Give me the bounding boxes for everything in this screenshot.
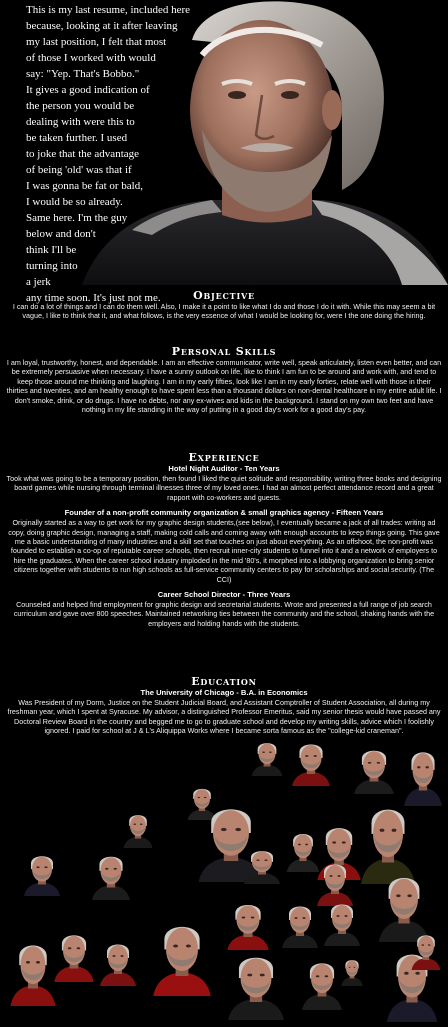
intro-line: dealing with were this to <box>26 116 135 128</box>
education-heading: Education <box>191 675 257 688</box>
face-photo <box>242 846 282 884</box>
face-photo <box>290 738 332 786</box>
objective-section <box>6 289 442 321</box>
face-collage <box>0 738 448 1024</box>
face-photo <box>150 916 214 996</box>
face-photo <box>322 898 362 946</box>
intro-line: I was gonna be fat or bald, <box>26 180 143 192</box>
intro-line: It gives a good indication of <box>26 84 150 96</box>
intro-line: my last position, I felt that most <box>26 36 167 48</box>
experience-heading: Experience <box>188 451 260 464</box>
intro-line: any time soon. It's just not me. <box>26 292 161 304</box>
face-photo <box>98 938 138 986</box>
face-photo <box>280 900 320 948</box>
job-description: Originally started as a way to get work for my graphic design students,(see below), I eventually became a jack of all trades: writing ad copy, doing graphic design, managing a staff, making cold calls and coming away with enough accounts to keep things going. This gave me a basic understanding of many industries and a skill set that touches on just about everything. As an offshoot, the non-profit was founded to establish a co-op of reputable career schools, then recruit inner-city students to funnel into it and a network of employers to hire the graduates. When the career school industry imploded in the mid '80's, it morphed into a lobbying organization to bring senior citizens together with students to run high schools as full-service community centers to pay for scholarships and social security. (The CCI) <box>8 518 440 584</box>
job-description: Counseled and helped find employment for graphic design and secretarial students. Wrote and presented a full range of job search curriculum and gave over 800 speeches. Maintained networking ties between the community and the school, shaking hands with the employers and holding hands with the students. <box>13 600 435 628</box>
face-photo <box>122 810 154 848</box>
job-title: Career School Director - Three Years <box>157 590 291 600</box>
face-photo <box>352 744 396 794</box>
job-title: Hotel Night Auditor - Ten Years <box>168 464 280 473</box>
intro-line: say: "Yep. That's Bobbo." <box>26 68 140 80</box>
face-photo <box>402 744 444 806</box>
objective-heading: Objective <box>193 289 255 302</box>
face-photo <box>90 850 132 900</box>
education-text: Was President of my Dorm, Justice on the Student Judicial Board, and Assistant Comptroller of Student Association, all during my freshman year, which I spent at Syracuse. My advisor, a distinguished Professor Emeritus, said my senior thesis would have passed any Doctoral Review Board in the country and begged me to go to graduate school and develop my writing skills, advice which I foolishly ignored. I paid for school at J & L's Aliquippa Works where I became sorta famous as the "college-kid craneman". <box>7 698 441 736</box>
job-title: Founder of a non-profit community organization & small graphics agency - Fifteen Years <box>64 508 384 518</box>
intro-line: to joke that the advantage <box>26 148 140 160</box>
intro-text <box>26 2 241 306</box>
intro-line: below and don't <box>26 228 96 240</box>
face-photo <box>22 850 62 896</box>
face-photo <box>340 956 364 986</box>
intro-line: turning into <box>26 260 78 272</box>
face-photo <box>8 936 58 1006</box>
personal-skills-section <box>6 345 442 414</box>
education-school: The University of Chicago - B.A. in Economics <box>140 688 308 697</box>
job-description: Took what was going to be a temporary position, then found I liked the quiet solitude and responsibility, writing three books and designing board games while nursing through terminal illnesses three of my loved ones. I had an almost perfect attendance record and a great rapport with co-workers and guests. <box>6 474 442 502</box>
intro-line: because, looking at it after leaving <box>26 20 178 32</box>
intro-line: a jerk <box>26 276 51 288</box>
intro-line: This is my last resume, included here <box>26 4 191 16</box>
face-photo <box>410 930 442 970</box>
intro-line: of those I worked with would <box>26 52 156 64</box>
face-photo <box>250 738 284 776</box>
intro-line: I would be so already. <box>26 196 123 208</box>
face-photo <box>225 898 271 950</box>
intro-line: think I'll be <box>26 244 77 256</box>
personal-skills-heading: Personal Skills <box>171 345 277 358</box>
intro-line: Same here. I'm the guy <box>26 212 128 224</box>
education-section <box>6 675 442 736</box>
experience-section <box>6 451 442 628</box>
objective-text: I can do a lot of things and I can do them well. Also, I make it a point to like what I do and those I do it with. While this may seem a bit vague, I like to think that it, and what follows, is the very essence of what I would be looking for, were I the one doing the hiring. <box>12 302 436 321</box>
face-photo <box>300 956 344 1010</box>
intro-line: the person you would be <box>26 100 135 112</box>
personal-skills-text: I am loyal, trustworthy, honest, and dependable. I am an effective communicator, write well, speak articulately, listen even better, and can be extremely persuasive when necessary. I have a sunny outlook on life, like to think I am fun to be around and work with, and tend to keep those around me thinking and laughing. I am in my early fifties, look like I am in my early forties, relate well with those in their thirties and twenties, and am healthy enough to have spent less than a thousand dollars on non-dental healthcare in my entire adult life. I don't smoke, drink, or do drugs. I have no debts, nor any ex-wives and kids in the background. I stand on my own two feet and have nothing in my life standing in the way of putting in a good day's work for a good day's pay. <box>6 358 442 415</box>
intro-line: be taken further. I used <box>26 132 128 144</box>
face-photo <box>52 928 96 982</box>
intro-line: of being 'old' was that if <box>26 164 132 176</box>
face-photo <box>225 948 287 1020</box>
